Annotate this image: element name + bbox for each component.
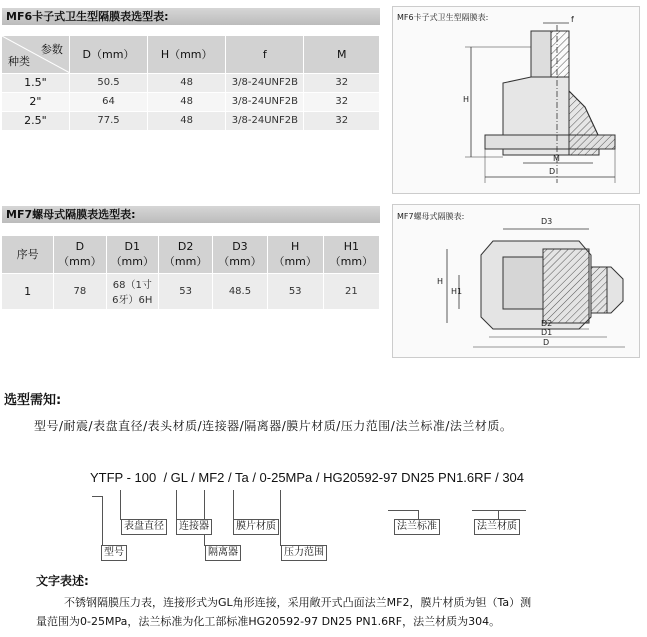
table-cell: 50.5 [69,73,147,92]
mf6-drawing [393,7,639,193]
label-model: 型号 [101,545,127,561]
bracket-line [204,490,205,546]
mf7-diagram-caption: MF7螺母式隔膜表: [397,212,465,221]
mf7-diagram [392,204,640,358]
table-cell: 2.5" [2,111,69,130]
table-cell: 68（1寸 6牙）6H [106,273,158,309]
table-cell: 48.5 [213,273,267,309]
text-desc-line2: 量范围为0-25MPa，法兰标准为化工部标准HG20592-97 DN25 PN1.6RF，法兰材质为304。 [36,615,501,628]
header-cell: D1 （mm） [106,236,158,273]
table-cell: 3/8-24UNF2B [226,73,304,92]
label-flange-mat: 法兰材质 [474,519,520,535]
selection-heading: 选型需知: [4,393,62,408]
table-cell: 3/8-24UNF2B [226,111,304,130]
header-cell: D （mm） [54,236,106,273]
table-cell: 77.5 [69,111,147,130]
label-flange-std: 法兰标准 [394,519,440,535]
dim-h-label: H [437,277,444,286]
header-cell: H （mm） [267,236,323,273]
mf6-table [2,36,380,131]
model-code: YTFP - 100 / GL / MF2 / Ta / 0-25MPa / HG20592-97 DN25 PN1.6RF / 304 [90,470,525,485]
table-cell: 64 [69,92,147,111]
table-cell: 2" [2,92,69,111]
corner-bottom-label: 种类 [8,54,30,68]
table-cell: 48 [148,73,226,92]
text-desc-line1: 不锈钢隔膜压力表，连接形式为GL角形连接，采用敞开式凸面法兰MF2，膜片材质为钽（Ta）测 [64,596,532,609]
header-cell: 序号 [2,236,54,273]
corner-top-label: 参数 [40,43,63,56]
dim-d3-label: D3 [541,217,553,226]
table-cell: 3/8-24UNF2B [226,92,304,111]
selection-rule: 型号/耐震/表盘直径/表头材质/连接器/隔离器/膜片材质/压力范围/法兰标准/法兰材质。 [34,419,513,433]
bracket-line [388,510,418,511]
bracket-line [233,490,234,520]
label-diaphragm: 膜片材质 [233,519,279,535]
table-row [2,273,380,309]
dim-d-label: D [549,167,556,176]
header-cell: D（mm） [69,36,147,73]
table-row [2,73,380,92]
label-connector: 连接器 [176,519,212,535]
text-desc-heading: 文字表述: [36,574,89,588]
bracket-line [472,510,526,511]
corner-header [2,36,69,73]
dim-h1-label: H1 [451,287,463,296]
table-cell: 21 [323,273,379,309]
bracket-line [120,490,121,520]
table-cell: 32 [304,92,380,111]
table-cell: 32 [304,73,380,92]
mf7-drawing [393,205,639,357]
table-cell: 48 [148,111,226,130]
header-cell: D2 （mm） [159,236,213,273]
label-dial: 表盘直径 [121,519,167,535]
header-cell: H（mm） [148,36,226,73]
mf7-table [2,236,380,310]
table-cell: 53 [267,273,323,309]
dim-d1-label: D1 [541,328,553,337]
header-cell: D3 （mm） [213,236,267,273]
mf6-diagram-caption: MF6卡子式卫生型隔膜表: [397,13,489,22]
dim-m-label: M [553,154,560,163]
dim-f-label: f [571,15,574,24]
dim-d2-label: D2 [541,319,553,328]
table-row [2,92,380,111]
dim-h-label: H [463,95,470,104]
bracket-line [92,496,102,497]
dim-d-label: D [543,338,550,347]
header-cell: f [226,36,304,73]
table-cell: 78 [54,273,106,309]
table-cell: 48 [148,92,226,111]
label-range: 压力范围 [281,545,327,561]
table-cell: 1.5" [2,73,69,92]
header-cell: H1 （mm） [323,236,379,273]
mf7-title: MF7螺母式隔膜表选型表: [2,206,380,223]
table-row [2,111,380,130]
header-cell: M [304,36,380,73]
bracket-line [176,490,177,520]
bracket-line [280,490,281,546]
table-cell: 32 [304,111,380,130]
label-isolator: 隔离器 [205,545,241,561]
table-cell: 53 [159,273,213,309]
mf6-title: MF6卡子式卫生型隔膜表选型表: [2,8,380,25]
bracket-line [102,496,103,548]
mf6-diagram [392,6,640,194]
table-cell: 1 [2,273,54,309]
